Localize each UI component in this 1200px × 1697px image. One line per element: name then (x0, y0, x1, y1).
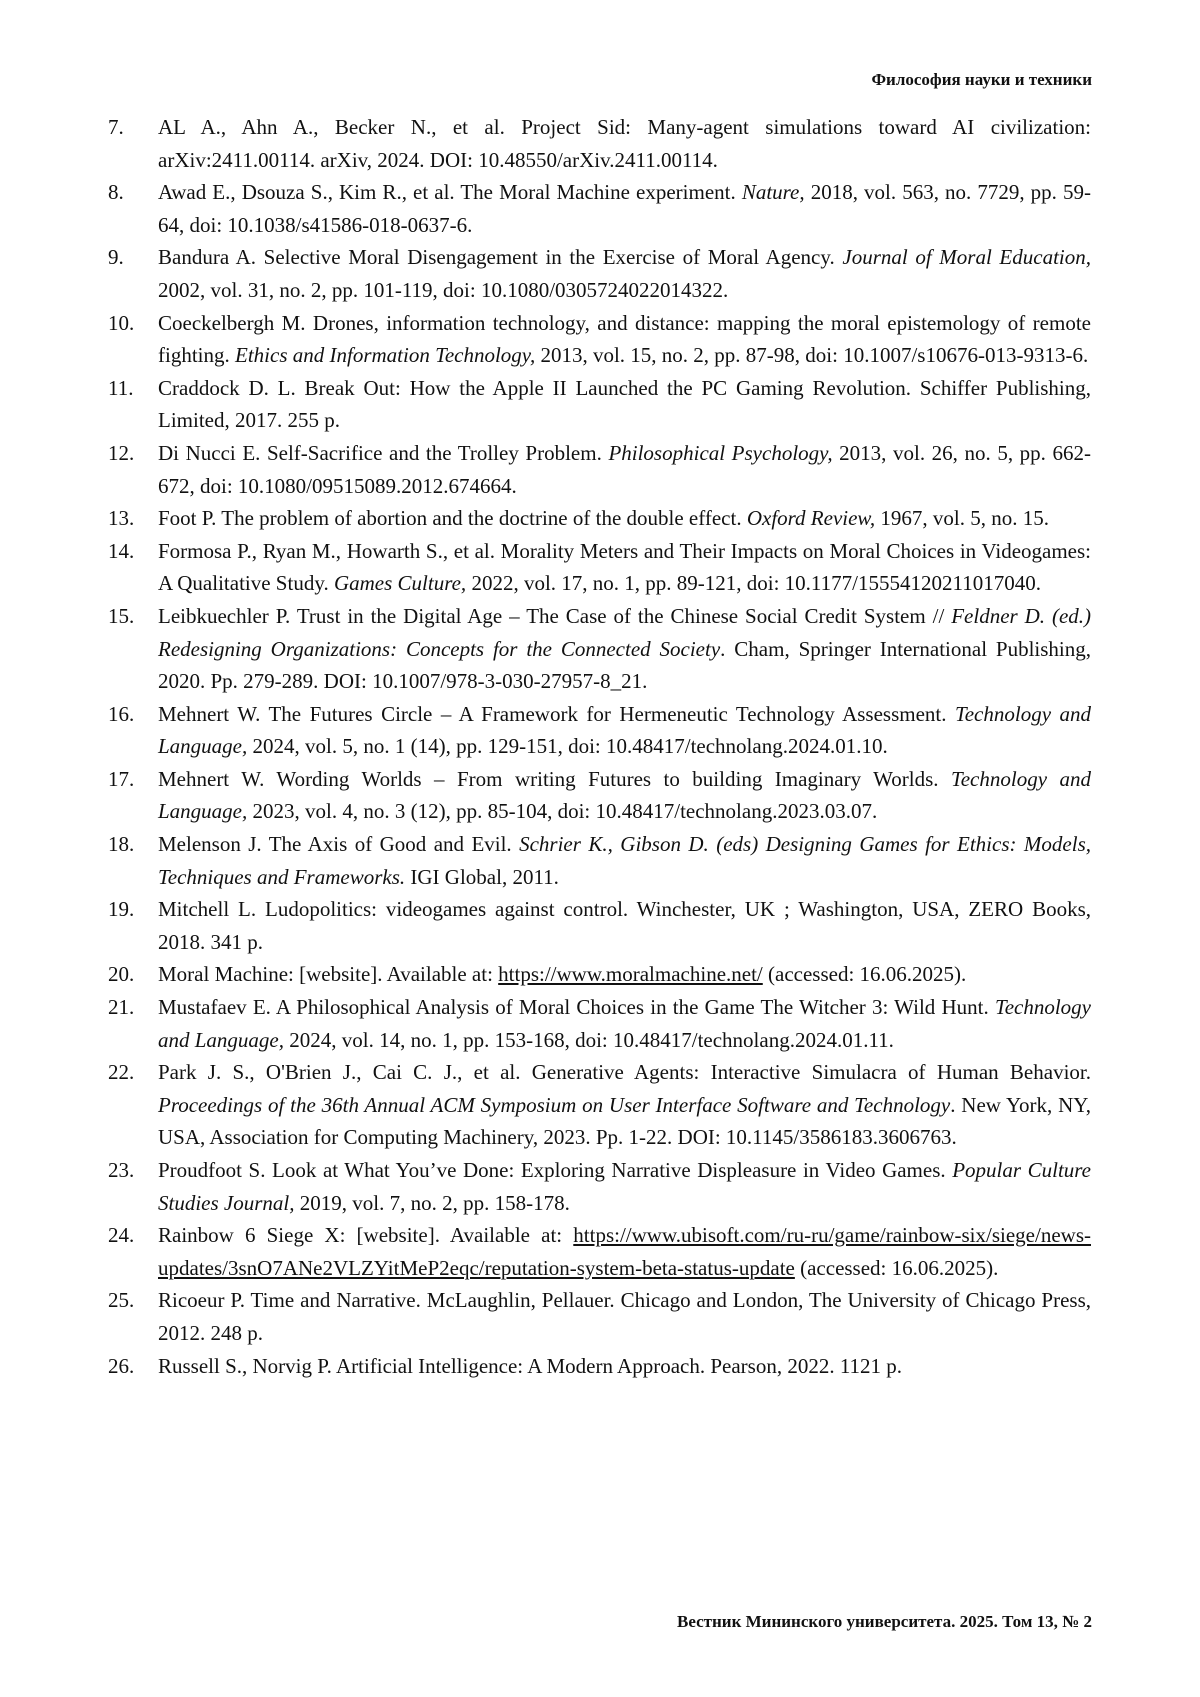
reference-number: 19. (108, 897, 135, 922)
reference-item (108, 437, 1091, 502)
reference-segment: 2013, vol. 15, no. 2, pp. 87-98, doi: 10.1007/s10676-013-9313-6. (535, 343, 1089, 368)
reference-number: 26. (108, 1353, 135, 1378)
reference-segment: 2013, vol. 26, no. 5, pp. 662-672, doi: 10.1080/09515089.2012.674664. (158, 440, 1092, 498)
reference-segment: Craddock D. L. Break Out: How the Apple II Launched the PC Gaming Revolution. Schiffer Publishing, Limited, 2017. 255 p. (158, 375, 1091, 433)
reference-segment: Park J. S., O'Brien J., Cai C. J., et al. Generative Agents: Interactive Simulacra of Human Behavior. (158, 1060, 1091, 1085)
reference-segment: Coeckelbergh M. Drones, information technology, and distance: mapping the moral epistemology of remote fighting. (158, 310, 1091, 368)
reference-item (108, 1154, 1091, 1219)
reference-source-title: Feldner D. (ed.) Redesigning Organizations: Concepts for the Connected Society (158, 603, 1092, 661)
reference-segment: 2023, vol. 4, no. 3 (12), pp. 85-104, doi: 10.48417/technolang.2023.03.07. (247, 799, 878, 824)
reference-segment: 2022, vol. 17, no. 1, pp. 89-121, doi: 10.1177/15554120211017040. (466, 571, 1041, 596)
reference-text (158, 176, 1091, 241)
reference-item (108, 307, 1091, 372)
reference-text (158, 698, 1091, 763)
reference-number: 9. (108, 245, 124, 270)
reference-item (108, 502, 1091, 535)
reference-source-title: Journal of Moral Education, (842, 245, 1091, 270)
reference-segment: 2024, vol. 14, no. 1, pp. 153-168, doi: 10.48417/technolang.2024.01.11. (284, 1027, 894, 1052)
reference-text (158, 111, 1091, 176)
reference-text (158, 600, 1091, 698)
reference-number: 15. (108, 603, 135, 628)
reference-number: 10. (108, 310, 135, 335)
reference-text (158, 1350, 1091, 1383)
reference-text (158, 828, 1091, 893)
reference-number: 17. (108, 766, 135, 791)
reference-text (158, 1154, 1091, 1219)
reference-number: 18. (108, 832, 135, 857)
reference-source-title: Technology and Language, (158, 701, 1091, 759)
reference-source-title: Nature, (741, 180, 805, 205)
reference-number: 13. (108, 506, 135, 531)
running-foot: Вестник Мининского университета. 2025. Том 13, № 2 (677, 1612, 1092, 1631)
reference-segment: Russell S., Norvig P. Artificial Intelligence: A Modern Approach. Pearson, 2022. 1121 p. (158, 1353, 903, 1378)
reference-segment: 2019, vol. 7, no. 2, pp. 158-178. (294, 1190, 570, 1215)
reference-text (158, 958, 1091, 991)
reference-number: 14. (108, 538, 135, 563)
reference-item (108, 535, 1091, 600)
reference-segment: Ricoeur P. Time and Narrative. McLaughlin, Pellauer. Chicago and London, The University of Chicago Press, 2012. 248 p. (158, 1288, 1091, 1345)
reference-item (108, 698, 1091, 763)
reference-source-title: Popular Culture Studies Journal, (158, 1158, 1091, 1215)
reference-text (158, 1284, 1091, 1349)
reference-item (108, 828, 1091, 893)
reference-source-title: Games Culture, (333, 571, 467, 596)
reference-segment: AL A., Ahn A., Becker N., et al. Project Sid: Many-agent simulations toward AI civilization: arXiv:2411.00114. arXiv, 2024. DOI: 10.48550/arXiv.2411.00114. (158, 115, 1091, 172)
reference-segment: Mustafaev E. A Philosophical Analysis of Moral Choices in the Game The Witcher 3: Wild Hunt. (158, 995, 995, 1020)
reference-text (158, 1056, 1091, 1154)
reference-text (158, 437, 1091, 502)
reference-item (108, 600, 1091, 698)
reference-number: 24. (108, 1223, 135, 1248)
reference-number: 22. (108, 1060, 135, 1085)
reference-segment: . Cham, Springer International Publishing, 2020. Pp. 279-289. DOI: 10.1007/978-3-030-27957-8_21. (158, 636, 1092, 694)
reference-item (108, 1219, 1091, 1284)
reference-item (108, 763, 1091, 828)
reference-segment: IGI Global, 2011. (405, 864, 559, 889)
reference-text (158, 535, 1091, 600)
reference-number: 12. (108, 440, 135, 465)
reference-number: 16. (108, 701, 135, 726)
reference-segment: . New York, NY, USA, Association for Computing Machinery, 2023. Pp. 1-22. DOI: 10.1145/3586183.3606763. (158, 1092, 1091, 1150)
reference-source-title: Oxford Review, (746, 506, 876, 531)
reference-text (158, 1219, 1091, 1284)
reference-number: 25. (108, 1288, 135, 1313)
reference-source-title: Philosophical Psychology, (608, 440, 833, 465)
reference-source-title: Ethics and Information Technology, (235, 343, 536, 368)
reference-source-title: Technology and Language, (158, 995, 1091, 1052)
reference-item (108, 1284, 1091, 1349)
reference-segment: Proudfoot S. Look at What You’ve Done: Exploring Narrative Displeasure in Video Games. (158, 1158, 953, 1182)
reference-number: 11. (108, 375, 134, 400)
reference-segment: Mehnert W. The Futures Circle – A Framework for Hermeneutic Technology Assessment. (158, 701, 955, 726)
reference-segment: (accessed: 16.06.2025). (794, 1255, 999, 1280)
reference-number: 21. (108, 995, 135, 1020)
reference-source-title: Schrier K., Gibson D. (eds) Designing Games for Ethics: Models, Techniques and Frameworks. (158, 832, 1091, 889)
reference-segment: Leibkuechler P. Trust in the Digital Age – The Case of the Chinese Social Credit System // (158, 603, 952, 628)
reference-list (108, 111, 1091, 1382)
reference-segment: Foot P. The problem of abortion and the doctrine of the double effect. (158, 506, 747, 531)
reference-segment: Di Nucci E. Self-Sacrifice and the Trolley Problem. (158, 440, 609, 465)
reference-segment: Formosa P., Ryan M., Howarth S., et al. Morality Meters and Their Impacts on Moral Choices in Videogames: A Qualitative Study. (158, 538, 1091, 596)
running-head: Философия науки и техники (871, 70, 1092, 89)
reference-segment: 2002, vol. 31, no. 2, pp. 101-119, doi: 10.1080/0305724022014322. (158, 277, 729, 302)
reference-segment: 2018, vol. 563, no. 7729, pp. 59-64, doi: 10.1038/s41586-018-0637-6. (158, 180, 1091, 237)
reference-item (108, 991, 1091, 1056)
reference-text (158, 307, 1091, 372)
reference-segment: Awad E., Dsouza S., Kim R., et al. The Moral Machine experiment. (158, 180, 742, 205)
reference-segment: Mitchell L. Ludopolitics: videogames against control. Winchester, UK ; Washington, USA, ZERO Books, 2018. 341 p. (158, 897, 1091, 954)
reference-number: 7. (108, 115, 124, 139)
reference-text (158, 502, 1091, 535)
reference-segment: 2024, vol. 5, no. 1 (14), pp. 129-151, doi: 10.48417/technolang.2024.01.10. (247, 734, 888, 759)
reference-segment: Moral Machine: [website]. Available at: (158, 962, 499, 987)
reference-text (158, 241, 1091, 306)
reference-text (158, 991, 1091, 1056)
reference-link[interactable]: https://www.ubisoft.com/ru-ru/game/rainbow-six/siege/news-updates/3snO7ANe2VLZYitMeP2eqc/reputation-system-beta-status-update (158, 1223, 1091, 1280)
reference-item (108, 1056, 1091, 1154)
reference-segment: Melenson J. The Axis of Good and Evil. (158, 832, 520, 857)
reference-segment: Bandura A. Selective Moral Disengagement in the Exercise of Moral Agency. (158, 245, 843, 270)
reference-segment: Mehnert W. Wording Worlds – From writing Futures to building Imaginary Worlds. (158, 766, 951, 791)
reference-number: 20. (108, 962, 135, 987)
reference-source-title: Technology and Language, (158, 766, 1091, 824)
reference-item (108, 241, 1091, 306)
reference-segment: (accessed: 16.06.2025). (762, 962, 967, 987)
reference-text (158, 763, 1091, 828)
reference-number: 8. (108, 180, 124, 205)
reference-segment: Rainbow 6 Siege X: [website]. Available at: (158, 1223, 574, 1248)
reference-item (108, 893, 1091, 958)
reference-item (108, 176, 1091, 241)
reference-text (158, 372, 1091, 437)
reference-item (108, 1350, 1091, 1383)
reference-source-title: Proceedings of the 36th Annual ACM Symposium on User Interface Software and Technology (158, 1092, 951, 1117)
reference-segment: 1967, vol. 5, no. 15. (875, 506, 1049, 531)
reference-item (108, 958, 1091, 991)
reference-item (108, 372, 1091, 437)
reference-link[interactable]: https://www.moralmachine.net/ (498, 962, 763, 987)
reference-item (108, 111, 1091, 176)
reference-text (158, 893, 1091, 958)
reference-number: 23. (108, 1158, 135, 1182)
